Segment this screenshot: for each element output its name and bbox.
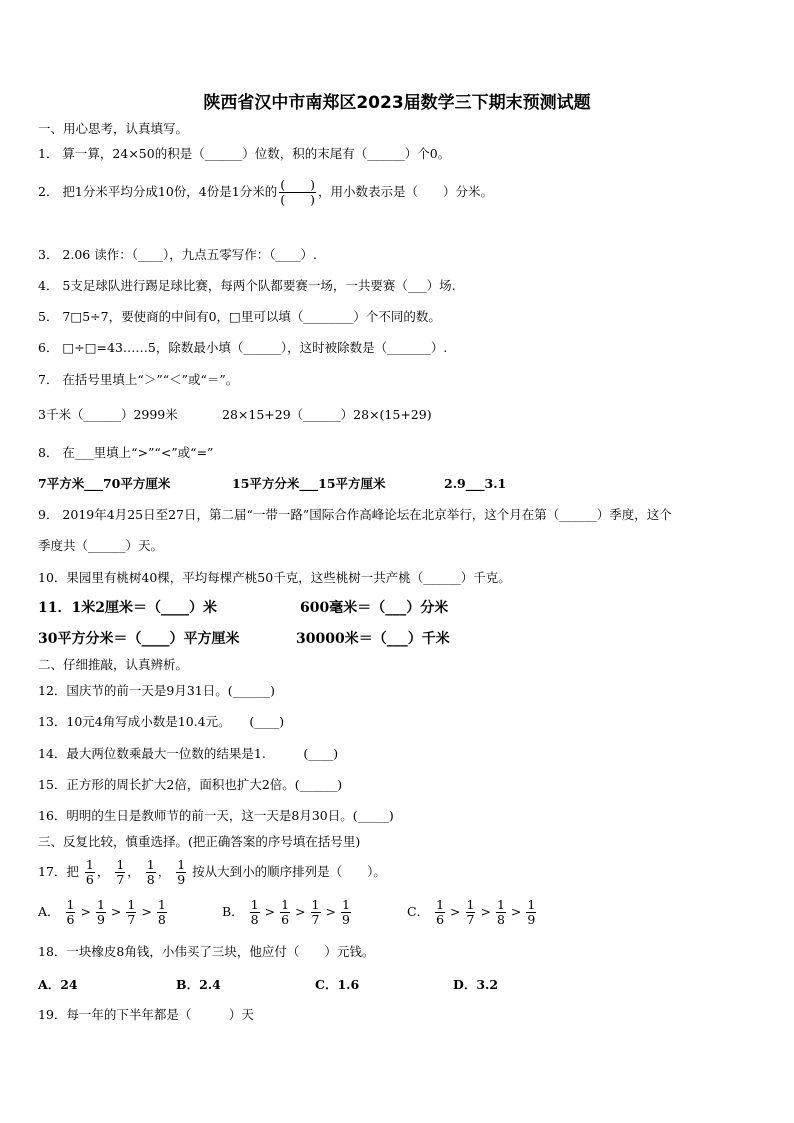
numerator: 1 [281, 897, 290, 912]
denominator: 6 [85, 872, 94, 887]
numerator: 1 [85, 857, 94, 872]
option-label: B． [222, 904, 244, 919]
question-7-b: 28×15+29（______）28×(15+29) [222, 407, 432, 422]
denominator: 7 [466, 912, 475, 927]
question-2-text: 2． 把1分米平均分成10份，4份是1分米的 [38, 184, 278, 199]
fraction [280, 898, 290, 927]
question-7-a: 3千米（______）2999米 [38, 407, 178, 422]
question-4: 4． 5支足球队进行踢足球比赛，每两个队都要赛一场，一共要赛（___）场. [38, 278, 456, 293]
fraction [250, 898, 260, 927]
question-11-c: 30平方分米＝（____）平方厘米 [38, 631, 240, 647]
numerator: 1 [311, 897, 320, 912]
numerator: 1 [116, 857, 125, 872]
option-17-a[interactable] [38, 898, 169, 927]
gt-sign: > [295, 904, 306, 919]
page-title: 陕西省汉中市南郑区2023届数学三下期末预测试题 [203, 93, 591, 113]
fraction [66, 898, 76, 927]
option-18-c[interactable]: C．1.6 [315, 977, 360, 992]
denominator: 9 [527, 912, 536, 927]
question-17-text: 17．把 [38, 864, 79, 879]
question-10: 10．果园里有桃树40棵，平均每棵产桃50千克，这些桃树一共产桃（______）千克。 [38, 570, 511, 585]
question-11-b: 600毫米＝（___）分米 [300, 600, 449, 616]
numerator: 1 [146, 857, 155, 872]
denominator: 8 [496, 912, 505, 927]
fraction [526, 898, 536, 927]
numerator: 1 [436, 897, 445, 912]
denominator: 7 [127, 912, 136, 927]
denominator: 6 [281, 912, 290, 927]
option-18-b[interactable]: B．2.4 [176, 977, 221, 992]
fraction-1-6 [85, 858, 95, 887]
question-2-tail: ，用小数表示是（ ）分米。 [317, 184, 493, 199]
fraction [435, 898, 445, 927]
question-8-a: 7平方米___70平方厘米 [38, 476, 171, 491]
denominator: 9 [177, 872, 186, 887]
question-11-d: 30000米＝（___）千米 [296, 631, 450, 647]
option-17-c[interactable] [407, 898, 538, 927]
fraction [157, 898, 167, 927]
denominator: 9 [96, 912, 105, 927]
gt-sign: > [480, 904, 491, 919]
denominator: 8 [157, 912, 166, 927]
gt-sign: > [141, 904, 152, 919]
denominator: 6 [66, 912, 75, 927]
question-8-b: 15平方分米___15平方厘米 [232, 476, 386, 491]
question-14: 14．最大两位数乘最大一位数的结果是1. (____) [38, 746, 339, 761]
section-1-heading: 一、用心思考，认真填写。 [38, 121, 189, 136]
numerator: 1 [250, 897, 259, 912]
gt-sign: > [80, 904, 91, 919]
gt-sign: > [510, 904, 522, 919]
numerator: 1 [341, 897, 350, 912]
fraction-denominator: ( ) [280, 192, 315, 207]
question-5: 5． 7□5÷7，要使商的中间有0，□里可以填（________）个不同的数。 [38, 309, 441, 324]
fraction [341, 898, 351, 927]
fraction-1-9 [176, 858, 186, 887]
question-13: 13．10元4角写成小数是10.4元。 (____) [38, 714, 285, 729]
gt-sign: > [450, 904, 461, 919]
fraction-1-7 [115, 858, 125, 887]
question-3: 3． 2.06 读作：（____），九点五零写作：（____）. [38, 247, 317, 262]
fraction-numerator: ( ) [280, 177, 315, 192]
question-17: 17．把 $\frac{1}{6}$ ， $\frac{1}{7}$ ， $\frac{1}{8}$ ， $\frac{1}{9}$ 按从大到小的顺序排列是（ ）。 [38, 857, 386, 887]
numerator: 1 [466, 897, 475, 912]
question-8: 8． 在___里填上“>”“<”或“=” [38, 445, 214, 460]
denominator: 6 [436, 912, 445, 927]
fraction [496, 898, 506, 927]
numerator: 1 [96, 897, 105, 912]
numerator: 1 [177, 857, 186, 872]
fraction [466, 898, 476, 927]
gt-sign: > [264, 904, 276, 919]
denominator: 7 [311, 912, 320, 927]
option-label: C． [407, 904, 430, 919]
question-6: 6． □÷□=43……5，除数最小填（______），这时被除数是（_______）. [38, 340, 448, 355]
question-2 [38, 178, 493, 207]
numerator: 1 [66, 897, 75, 912]
denominator: 8 [250, 912, 259, 927]
question-11-a: 11．1米2厘米＝（____）米 [38, 600, 217, 616]
fraction [96, 898, 106, 927]
question-18: 18．一块橡皮8角钱，小伟买了三块，他应付（ ）元钱。 [38, 944, 375, 959]
question-9-line1: 9． 2019年4月25日至27日，第二届“一带一路”国际合作高峰论坛在北京举行，这个月在第（______）季度，这个 [38, 507, 672, 522]
question-16: 16．明明的生日是教师节的前一天，这一天是8月30日。(_____) [38, 808, 394, 823]
fraction [126, 898, 136, 927]
denominator: 9 [341, 912, 350, 927]
numerator: 1 [527, 897, 536, 912]
fraction [311, 898, 321, 927]
denominator: 7 [116, 872, 125, 887]
gt-sign: > [325, 904, 336, 919]
question-1: 1． 算一算，24×50的积是（______）位数，积的末尾有（______）个0。 [38, 146, 451, 161]
question-8-c: 2.9___3.1 [444, 476, 507, 491]
option-17-b[interactable] [222, 898, 353, 927]
numerator: 1 [127, 897, 136, 912]
question-19: 19．每一年的下半年都是（ ）天 [38, 1007, 254, 1022]
denominator: 8 [146, 872, 155, 887]
question-15: 15．正方形的周长扩大2倍，面积也扩大2倍。(______) [38, 777, 343, 792]
option-18-d[interactable]: D．3.2 [453, 977, 499, 992]
gt-sign: > [110, 904, 122, 919]
fraction-1-8 [146, 858, 156, 887]
numerator: 1 [496, 897, 505, 912]
question-9-line2: 季度共（______）天。 [38, 538, 164, 553]
question-7: 7． 在括号里填上“＞”“＜”或“＝”。 [38, 372, 239, 387]
question-2-fraction [279, 178, 316, 207]
numerator: 1 [157, 897, 166, 912]
section-3-heading: 三、反复比较，慎重选择。(把正确答案的序号填在括号里) [38, 834, 361, 849]
option-label: A． [38, 904, 60, 919]
question-12: 12．国庆节的前一天是9月31日。(______) [38, 683, 276, 698]
option-18-a[interactable]: A．24 [38, 977, 78, 992]
question-17-tail: 按从大到小的顺序排列是（ ）。 [192, 864, 386, 879]
section-2-heading: 二、仔细推敲，认真辨析。 [38, 657, 189, 672]
